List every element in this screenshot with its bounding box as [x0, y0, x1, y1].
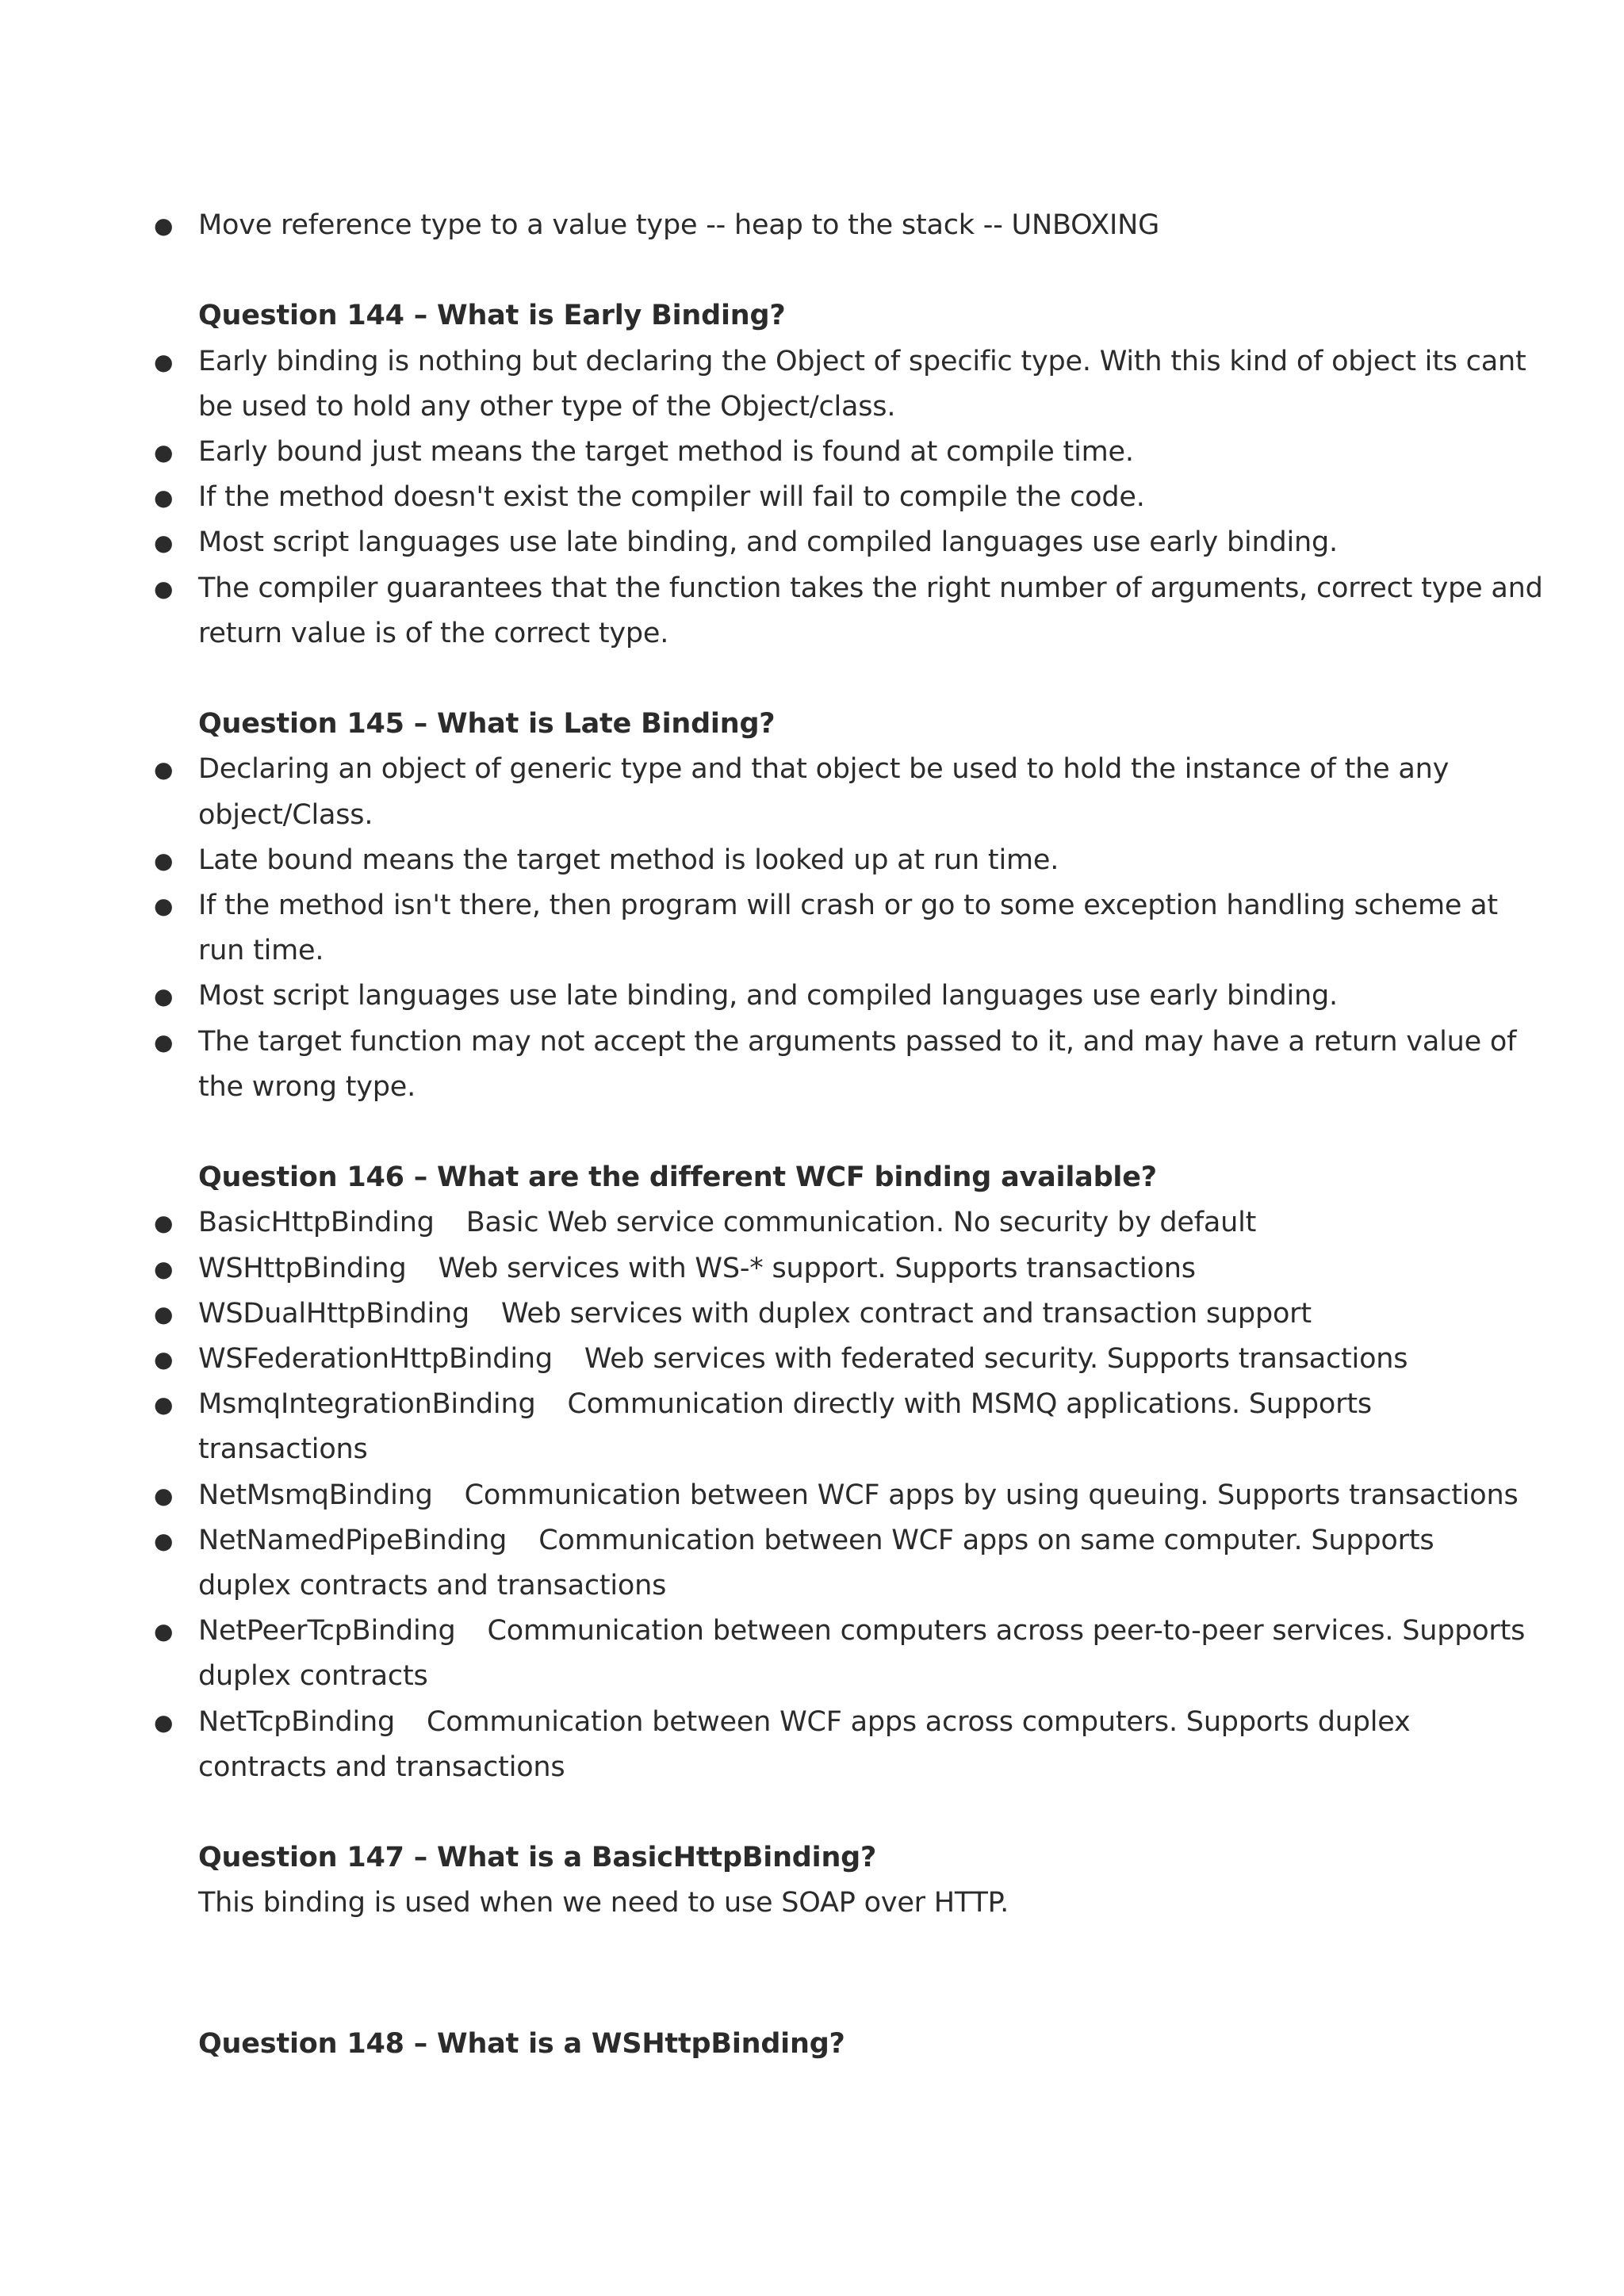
binding-item	[154, 1292, 1451, 1337]
binding-desc: Communication between WCF apps across computers. Supports duplex	[427, 1705, 1411, 1738]
list-item	[154, 838, 1451, 883]
spacer	[198, 656, 1451, 702]
bullet-icon: ●	[154, 983, 174, 1010]
binding-desc: Communication between computers across peer-to-peer services. Supports	[487, 1615, 1526, 1647]
spacer	[198, 248, 1451, 293]
bullet-icon: ●	[154, 212, 174, 239]
binding-item	[154, 1518, 1451, 1563]
binding-desc: Web services with duplex contract and transaction support	[500, 1297, 1312, 1330]
bullet-icon: ●	[154, 1255, 174, 1282]
bullet-icon: ●	[154, 575, 174, 602]
binding-item	[154, 1473, 1519, 1518]
list-item-text: The compiler guarantees that the function takes the right number of arguments, correct type and	[198, 572, 1543, 604]
binding-term: NetMsmqBinding	[198, 1479, 433, 1511]
bullet-icon: ●	[154, 439, 174, 465]
spacer	[198, 1110, 1451, 1155]
list-item	[154, 339, 1526, 385]
binding-item-continuation: transactions	[198, 1433, 368, 1466]
bullet-icon: ●	[154, 847, 174, 874]
binding-item-continuation: contracts and transactions	[198, 1751, 565, 1783]
question-148-heading: Question 148 – What is a WSHttpBinding?	[198, 2027, 845, 2060]
binding-desc: Communication between WCF apps by using queuing. Supports transactions	[464, 1479, 1519, 1511]
list-item-text: If the method isn't there, then program will crash or go to some exception handling scheme at	[198, 890, 1498, 922]
document-content	[154, 203, 1543, 2067]
list-item-text: Early binding is nothing but declaring the Object of specific type. With this kind of object its cant	[198, 345, 1526, 377]
list-item	[154, 747, 1451, 792]
binding-desc: Communication between WCF apps on same computer. Supports	[538, 1524, 1434, 1556]
bullet-icon: ●	[154, 1618, 174, 1645]
list-item-continuation: be used to hold any other type of the Object/class.	[198, 390, 896, 423]
binding-item-continuation: duplex contracts	[198, 1660, 428, 1693]
list-item-text: Most script languages use late binding, and compiled languages use early binding.	[198, 980, 1338, 1012]
bullet-icon: ●	[154, 1391, 174, 1418]
bullet-icon: ●	[154, 1527, 174, 1554]
list-item	[154, 430, 1451, 475]
bullet-icon: ●	[154, 348, 174, 375]
list-item-continuation: return value is of the correct type.	[198, 617, 669, 649]
bullet-icon: ●	[154, 1210, 174, 1237]
list-item-text: Late bound means the target method is looked up at run time.	[198, 844, 1059, 876]
bullet-icon: ●	[154, 756, 174, 783]
list-item-text: If the method doesn't exist the compiler will fail to compile the code.	[198, 481, 1145, 514]
binding-term: BasicHttpBinding	[198, 1207, 435, 1239]
binding-term: WSHttpBinding	[198, 1252, 407, 1284]
binding-term: WSFederationHttpBinding	[198, 1343, 553, 1376]
bullet-icon: ●	[154, 484, 174, 511]
list-item	[154, 520, 1451, 565]
list-item	[154, 1020, 1517, 1065]
list-item-text: Early bound just means the target method is found at compile time.	[198, 436, 1134, 468]
binding-desc: Web services with WS-* support. Supports transactions	[438, 1252, 1196, 1284]
bullet-icon: ●	[154, 1482, 174, 1509]
question-144-heading: Question 144 – What is Early Binding?	[198, 300, 786, 332]
binding-desc: Communication directly with MSMQ applications. Supports	[567, 1388, 1372, 1421]
binding-term: NetTcpBinding	[198, 1705, 395, 1738]
binding-term: NetNamedPipeBinding	[198, 1524, 508, 1556]
binding-item	[154, 1200, 1451, 1246]
list-item	[154, 475, 1451, 520]
list-item	[154, 883, 1498, 928]
question-146-heading: Question 146 – What are the different WCF binding available?	[198, 1161, 1157, 1194]
binding-item	[154, 1382, 1451, 1427]
list-item	[154, 974, 1451, 1019]
bullet-icon: ●	[154, 893, 174, 920]
binding-desc: Web services with federated security. Supports transactions	[584, 1343, 1408, 1376]
bullet-icon: ●	[154, 1300, 174, 1327]
binding-item	[154, 1246, 1451, 1292]
list-item-continuation: the wrong type.	[198, 1070, 416, 1103]
bullet-icon: ●	[154, 1346, 174, 1373]
binding-item	[154, 1700, 1451, 1745]
list-item	[154, 566, 1543, 611]
bullet-icon: ●	[154, 1709, 174, 1735]
binding-item	[154, 1337, 1451, 1382]
spacer	[198, 1790, 1451, 1835]
bullet-icon: ●	[154, 1028, 174, 1055]
list-item-continuation: object/Class.	[198, 798, 373, 831]
list-item-continuation: run time.	[198, 935, 324, 967]
paragraph: This binding is used when we need to use SOAP over HTTP.	[198, 1887, 1009, 1919]
binding-desc: Basic Web service communication. No security by default	[465, 1207, 1257, 1239]
binding-term: NetPeerTcpBinding	[198, 1615, 456, 1647]
binding-term: MsmqIntegrationBinding	[198, 1388, 536, 1421]
bullet-icon: ●	[154, 530, 174, 557]
binding-item	[154, 1609, 1526, 1654]
list-item-text: Declaring an object of generic type and that object be used to hold the instance of the any	[198, 753, 1450, 786]
list-item	[154, 203, 1451, 248]
question-147-heading: Question 147 – What is a BasicHttpBinding?	[198, 1842, 877, 1874]
binding-term: WSDualHttpBinding	[198, 1297, 469, 1330]
binding-item-continuation: duplex contracts and transactions	[198, 1570, 667, 1602]
list-item-text: Most script languages use late binding, and compiled languages use early binding.	[198, 526, 1338, 559]
list-item-text: Move reference type to a value type -- heap to the stack -- UNBOXING	[198, 209, 1160, 241]
question-145-heading: Question 145 – What is Late Binding?	[198, 708, 776, 740]
spacer	[198, 1927, 1451, 2022]
list-item-text: The target function may not accept the arguments passed to it, and may have a return value of	[198, 1025, 1517, 1058]
